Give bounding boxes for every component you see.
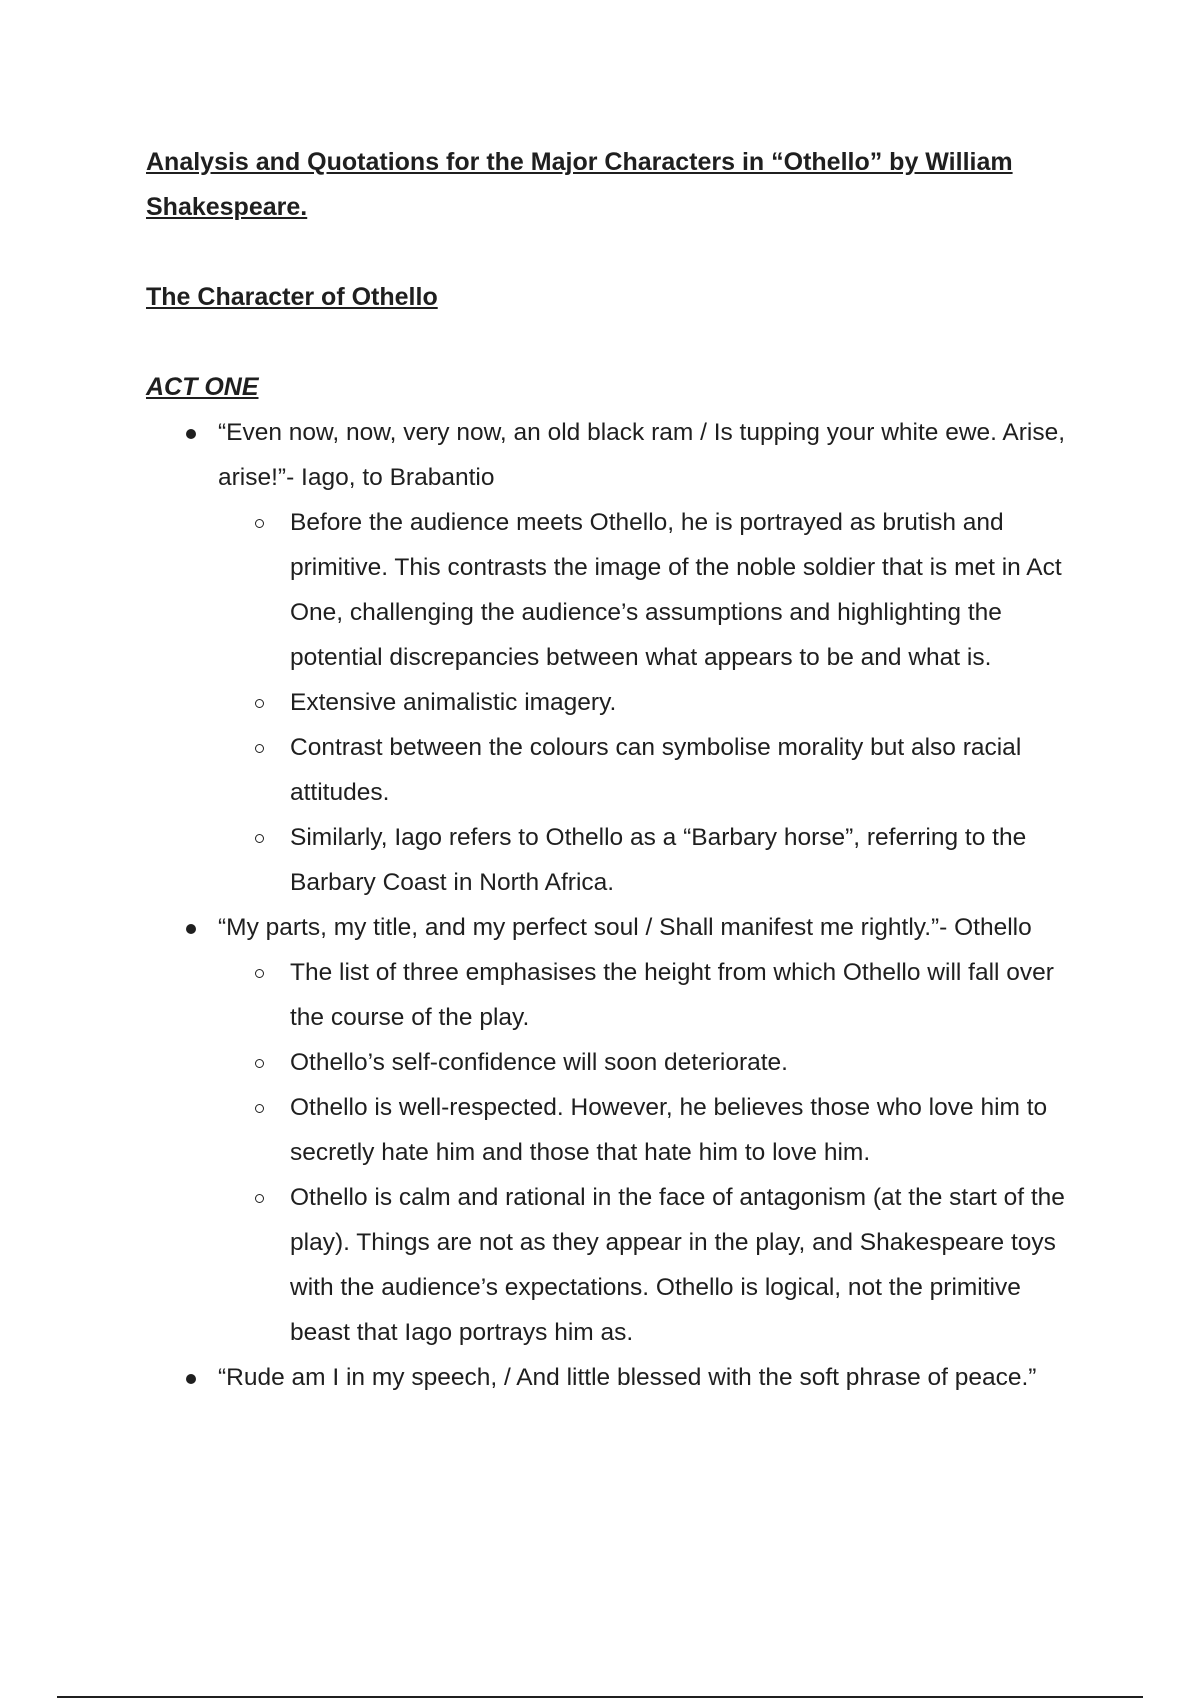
note-item [218,680,1066,725]
note-item [218,815,1066,905]
bullet-ring-icon [255,1194,264,1203]
quote-text: “Even now, now, very now, an old black ram / Is tupping your white ewe. Arise, arise!”- Iago, to Brabantio [218,419,1066,491]
note-text: Othello is calm and rational in the face of antagonism (at the start of the play). Things are not as they appear in the play, and Shakespeare toys with the audience’s expectations. Othello is logical, not the primitive beast that Iago portrays him as. [290,1184,1065,1346]
note-item [218,1085,1066,1175]
note-item [218,1040,1066,1085]
quote-text: “My parts, my title, and my perfect soul / Shall manifest me rightly.”- Othello [218,914,1032,941]
note-list [218,950,1066,1355]
bullet-ring-icon [255,1059,264,1068]
note-text: Contrast between the colours can symbolise morality but also racial attitudes. [290,734,1022,806]
page-bottom-rule [57,1696,1143,1698]
bullet-dot-icon [186,429,196,439]
bullet-ring-icon [255,519,264,528]
note-text: Othello’s self-confidence will soon deteriorate. [290,1049,788,1076]
note-text: Before the audience meets Othello, he is portrayed as brutish and primitive. This contrasts the image of the noble soldier that is met in Act One, challenging the audience’s assumptions and highlighting the potential discrepancies between what appears to be and what is. [290,509,1062,671]
quote-item [146,905,1066,1355]
note-item [218,1175,1066,1355]
note-item [218,725,1066,815]
bullet-ring-icon [255,834,264,843]
document-title: Analysis and Quotations for the Major Characters in “Othello” by William Shakespeare. [146,148,1013,221]
bullet-ring-icon [255,1104,264,1113]
bullet-ring-icon [255,969,264,978]
section-heading: The Character of Othello [146,283,438,311]
act-heading: ACT ONE [146,373,259,401]
note-list [218,500,1066,905]
note-text: Similarly, Iago refers to Othello as a “Barbary horse”, referring to the Barbary Coast in North Africa. [290,824,1027,896]
quote-list [146,410,1066,1400]
bullet-ring-icon [255,699,264,708]
quote-text: “Rude am I in my speech, / And little blessed with the soft phrase of peace.” [218,1364,1037,1391]
bullet-ring-icon [255,744,264,753]
quote-item [146,410,1066,905]
note-text: Othello is well-respected. However, he believes those who love him to secretly hate him and those that hate him to love him. [290,1094,1048,1166]
note-text: The list of three emphasises the height from which Othello will fall over the course of the play. [290,959,1054,1031]
note-item [218,950,1066,1040]
bullet-dot-icon [186,1374,196,1384]
note-text: Extensive animalistic imagery. [290,689,617,716]
note-item [218,500,1066,680]
quote-item [146,1355,1066,1400]
bullet-dot-icon [186,924,196,934]
document-page [146,140,1066,1400]
